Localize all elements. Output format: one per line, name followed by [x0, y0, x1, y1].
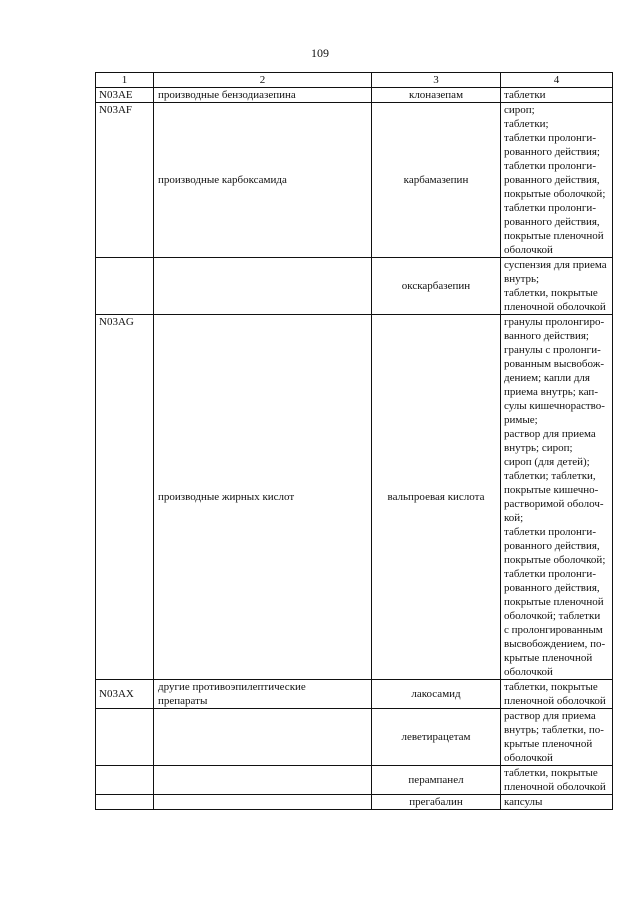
dosage-forms: таблетки	[501, 88, 613, 103]
drug-name: карбамазепин	[372, 103, 501, 258]
header-col-2: 2	[154, 73, 372, 88]
drug-name: леветирацетам	[372, 709, 501, 766]
page-number: 109	[311, 46, 329, 60]
table-row	[96, 680, 613, 709]
table-row	[96, 766, 613, 795]
dosage-forms: таблетки, покрытые пленочной оболочкой	[501, 680, 613, 709]
atc-code	[96, 258, 154, 315]
atc-group	[154, 709, 372, 766]
table-row	[96, 258, 613, 315]
drug-name: прегабалин	[372, 795, 501, 810]
header-col-1: 1	[96, 73, 154, 88]
dosage-forms: гранулы пролонгиро- ванного действия; гранулы с пролонги- рованным высвобож- дением; капли для приема внутрь; кап- сулы кишечнораство- римые; раствор для приема внутрь; сироп; сироп (для детей); таблетки; таблетки, покрытые кишечно- растворимой оболоч- кой; таблетки пролонги- рованного действия, покрытые оболочкой; таблетки пролонги- рованного действия, покрытые пленочной оболочкой; таблетки с пролонгированным высвобождением, по- крытые пленочной оболочкой	[501, 315, 613, 680]
dosage-forms: таблетки, покрытые пленочной оболочкой	[501, 766, 613, 795]
dosage-forms: сироп; таблетки; таблетки пролонги- рованного действия; таблетки пролонги- рованного действия, покрытые оболочкой; таблетки пролонги- рованного действия, покрытые пленочной оболочкой	[501, 103, 613, 258]
atc-group	[154, 795, 372, 810]
drug-name: перампанел	[372, 766, 501, 795]
atc-code: N03AX	[96, 680, 154, 709]
atc-code: N03AF	[96, 103, 154, 258]
drug-name: вальпроевая кислота	[372, 315, 501, 680]
atc-code: N03AG	[96, 315, 154, 680]
table-row	[96, 795, 613, 810]
dosage-forms: раствор для приема внутрь; таблетки, по- крытые пленочной оболочкой	[501, 709, 613, 766]
table-row	[96, 315, 613, 680]
atc-group: другие противоэпилептические препараты	[154, 680, 372, 709]
atc-group: производные бензодиазепина	[154, 88, 372, 103]
table-row	[96, 709, 613, 766]
drug-table	[95, 72, 613, 810]
atc-group	[154, 258, 372, 315]
atc-code: N03AE	[96, 88, 154, 103]
atc-code	[96, 766, 154, 795]
table-row	[96, 88, 613, 103]
atc-group: производные жирных кислот	[154, 315, 372, 680]
header-col-3: 3	[372, 73, 501, 88]
drug-name: лакосамид	[372, 680, 501, 709]
atc-code	[96, 709, 154, 766]
drug-name: окскарбазепин	[372, 258, 501, 315]
dosage-forms: капсулы	[501, 795, 613, 810]
header-col-4: 4	[501, 73, 613, 88]
table-row	[96, 103, 613, 258]
dosage-forms: суспензия для приема внутрь; таблетки, покрытые пленочной оболочкой	[501, 258, 613, 315]
atc-group	[154, 766, 372, 795]
drug-name: клоназепам	[372, 88, 501, 103]
atc-code	[96, 795, 154, 810]
header-row	[96, 73, 613, 88]
atc-group: производные карбоксамида	[154, 103, 372, 258]
